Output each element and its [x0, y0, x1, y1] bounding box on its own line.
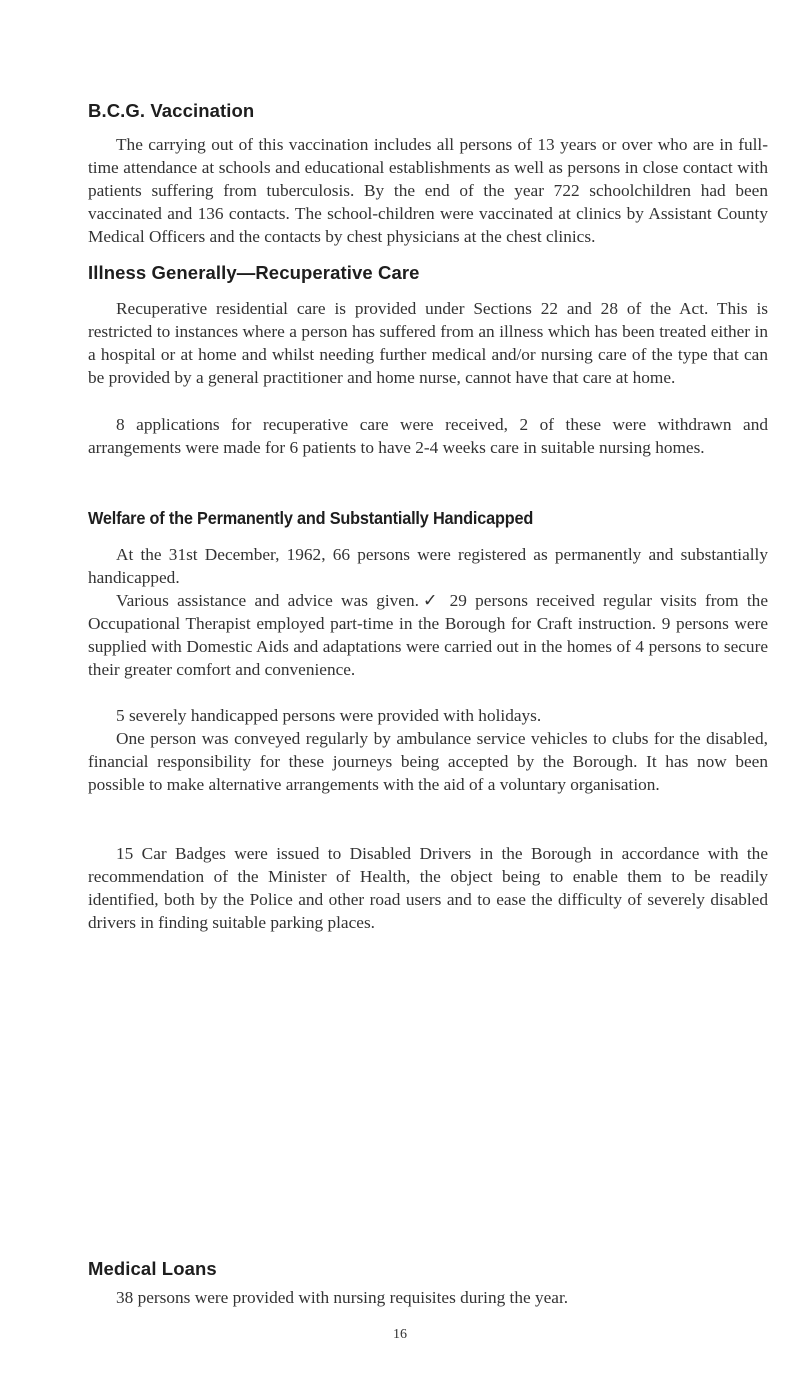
loans-paragraph-1: 38 persons were provided with nursing requisites during the year. — [116, 1288, 569, 1307]
welfare-paragraph-4: One person was conveyed regularly by ambulance service vehicles to clubs for the disabled, financial responsibility for these journeys being accepted by the Borough. It has now been possible to make alternative arrangements with the aid of a voluntary organisation. — [88, 729, 768, 795]
heading-bcg-vaccination: B.C.G. Vaccination — [88, 100, 255, 121]
welfare-paragraph-2: Various assistance and advice was given.✓ 29 persons received regular visits from the Occupational Therapist employed part-time in the Borough for Craft instruction. 9 persons were supplied with Domestic Aids and adaptations were carried out in the homes of 4 persons to secure their greater comfort and convenience. — [88, 591, 768, 680]
page-number: 16 — [393, 1327, 407, 1342]
welfare-paragraph-3: 5 severely handicapped persons were provided with holidays. — [116, 706, 542, 725]
bcg-paragraph-1: The carrying out of this vaccination includes all persons of 13 years or over who are in full-time attendance at schools and educational establishments as well as persons in close contact with patients suffering from tuberculosis. By the end of the year 722 schoolchildren had been vaccinated and 136 contacts. The school-children were vaccinated at clinics by Assistant County Medical Officers and the contacts by chest physicians at the chest clinics. — [88, 135, 768, 247]
heading-recuperative-care: Illness Generally—Recuperative Care — [88, 262, 420, 283]
heading-medical-loans: Medical Loans — [88, 1258, 217, 1279]
recuperative-paragraph-2: 8 applications for recuperative care were received, 2 of these were withdrawn and arrangements were made for 6 patients to have 2-4 weeks care in suitable nursing homes. — [88, 415, 768, 458]
welfare-paragraph-5: 15 Car Badges were issued to Disabled Drivers in the Borough in accordance with the recommendation of the Minister of Health, the object being to enable them to be readily identified, both by the Police and other road users and to ease the difficulty of severely disabled drivers in finding suitable parking places. — [88, 844, 768, 933]
heading-welfare-handicapped: Welfare of the Permanently and Substantially Handicapped — [88, 508, 534, 528]
welfare-paragraph-1: At the 31st December, 1962, 66 persons were registered as permanently and substantially handicapped. — [88, 545, 768, 588]
recuperative-paragraph-1: Recuperative residential care is provided under Sections 22 and 28 of the Act. This is restricted to instances where a person has suffered from an illness which has been treated either in a hospital or at home and whilst needing further medical and/or nursing care of the type that can be provided by a general practitioner and home nurse, cannot have that care at home. — [88, 299, 768, 388]
